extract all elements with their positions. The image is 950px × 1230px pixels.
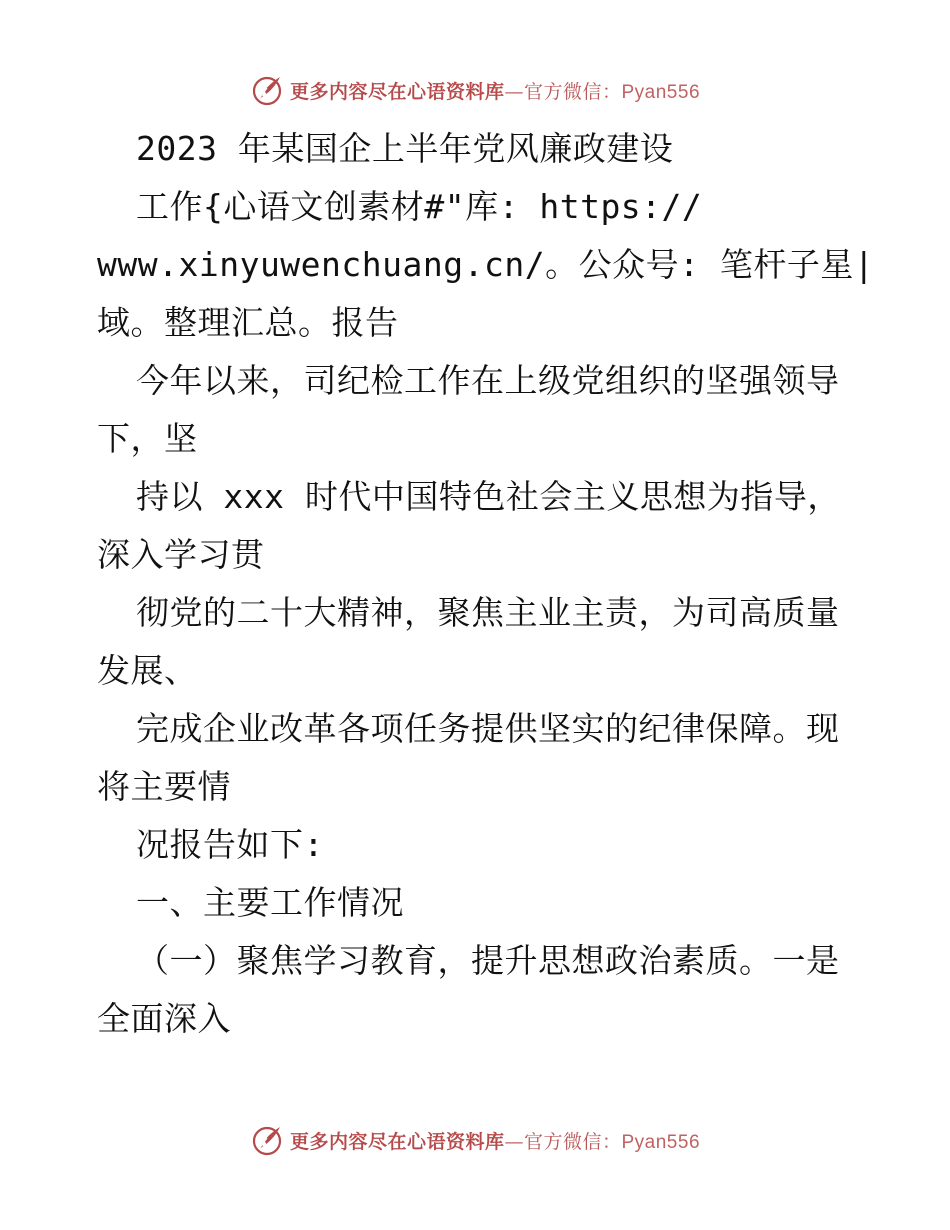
watermark-separator: —: [504, 1130, 524, 1153]
feather-pen-logo-icon: [250, 73, 284, 107]
wechat-label: 官方微信：: [523, 80, 622, 103]
document-line: 今年以来，司纪检工作在上级党组织的坚强领导: [136, 361, 840, 400]
wechat-id: Pyan556: [621, 1131, 701, 1153]
document-line: 况报告如下:: [136, 825, 324, 864]
document-line: 下，坚: [97, 419, 198, 458]
watermark-slogan: 更多内容尽在心语资料库: [289, 80, 505, 103]
document-line: 一、主要工作情况: [136, 883, 404, 922]
watermark-text: [290, 1127, 700, 1154]
watermark-slogan: 更多内容尽在心语资料库: [289, 1130, 505, 1153]
header-watermark-banner: [0, 70, 950, 110]
document-line: 域。整理汇总。报告: [97, 303, 399, 342]
feather-pen-logo-icon: [250, 1123, 284, 1157]
document-line: 全面深入: [97, 999, 231, 1038]
wechat-label: 官方微信：: [523, 1130, 622, 1153]
document-line: 持以 xxx 时代中国特色社会主义思想为指导，: [136, 477, 841, 516]
document-line: （一）聚焦学习教育，提升思想政治素质。一是: [136, 941, 840, 980]
document-line: 将主要情: [97, 767, 231, 806]
document-line: 深入学习贯: [97, 535, 265, 574]
watermark-separator: —: [504, 80, 524, 103]
document-line: 完成企业改革各项任务提供坚实的纪律保障。现: [136, 709, 840, 748]
document-line: 发展、: [97, 651, 198, 690]
footer-watermark-banner: [0, 1120, 950, 1160]
watermark-text: [290, 77, 700, 104]
document-line: www.xinyuwenchuang.cn/。公众号: 笔杆子星|: [97, 245, 875, 284]
document-line: 彻党的二十大精神，聚焦主业主责，为司高质量: [136, 593, 840, 632]
document-line: 2023 年某国企上半年党风廉政建设: [136, 129, 674, 168]
document-line: 工作{心语文创素材#"库: https://: [136, 187, 703, 226]
document-body: [97, 120, 875, 1048]
wechat-id: Pyan556: [621, 81, 701, 103]
